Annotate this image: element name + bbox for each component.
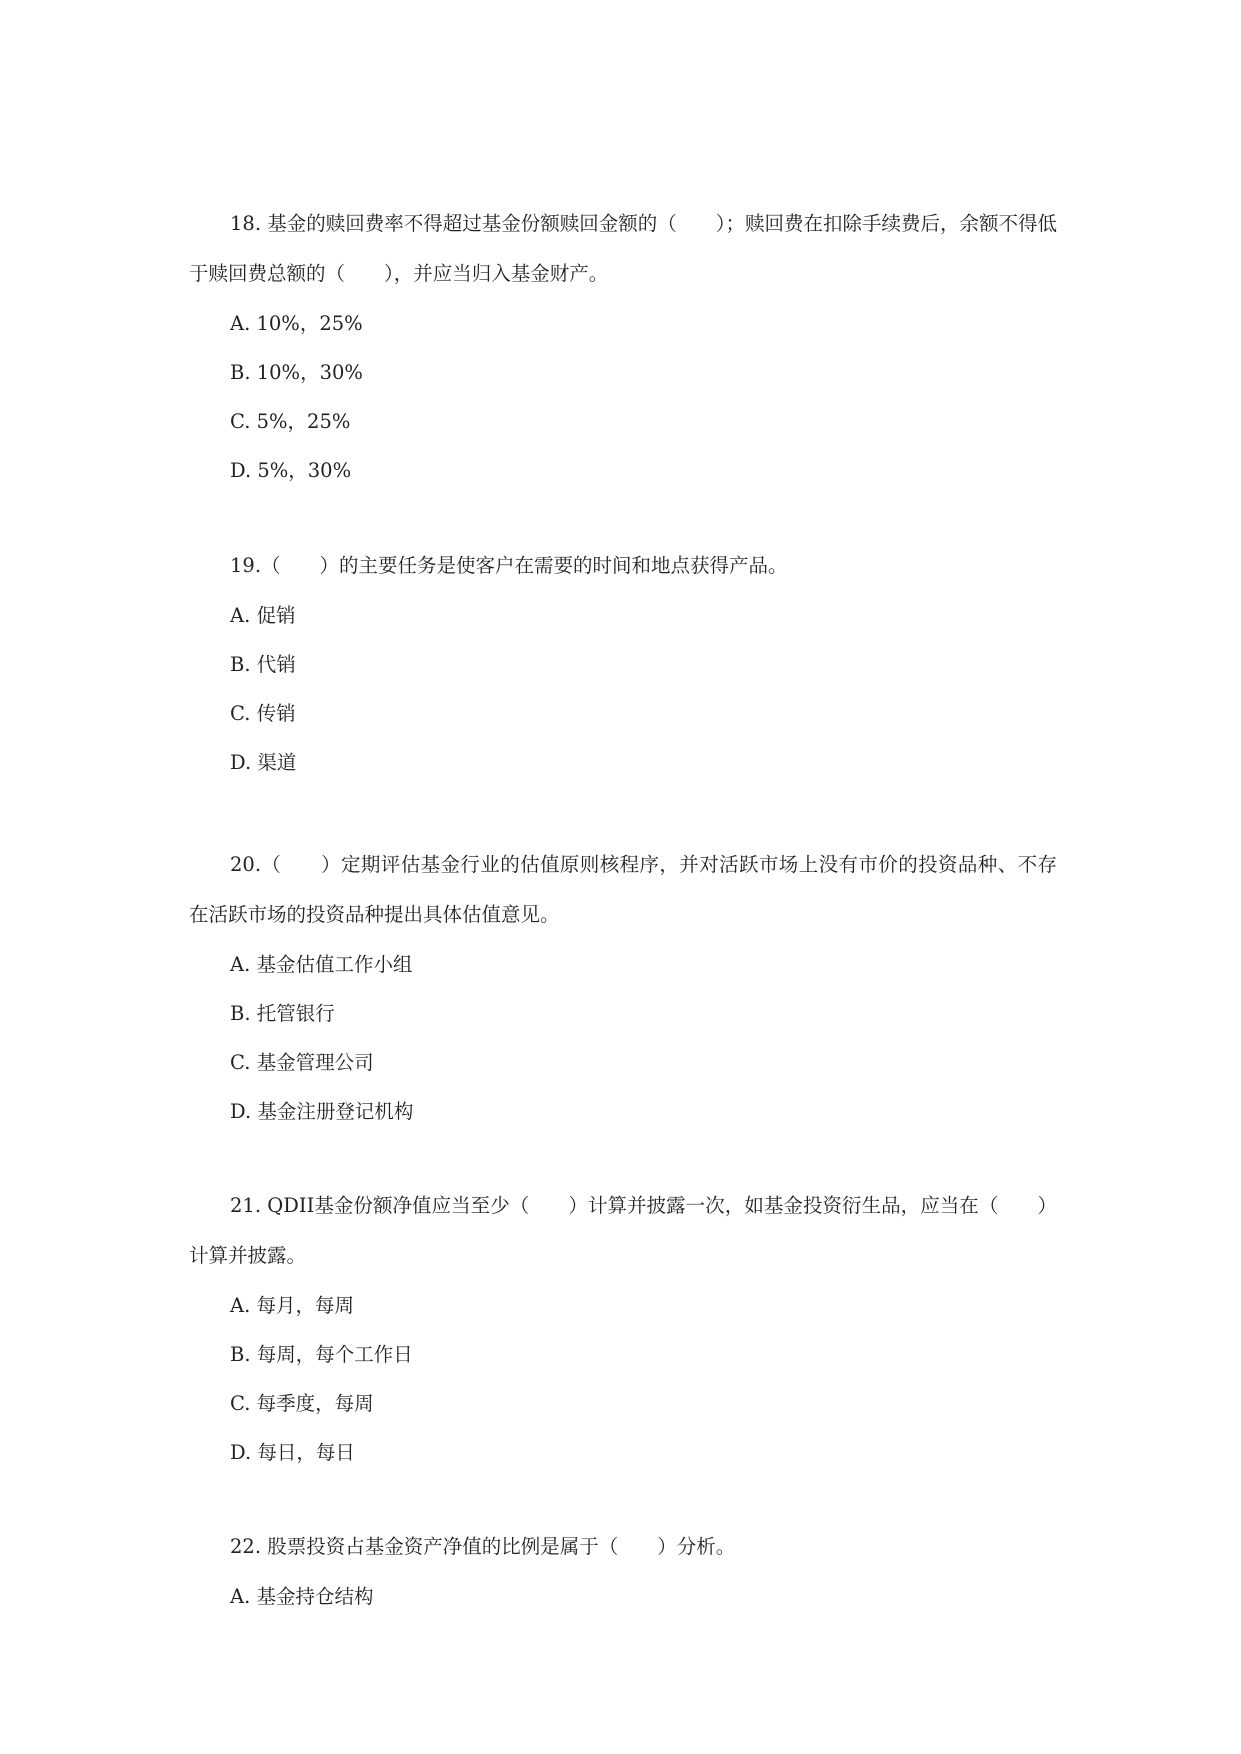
option-list: [189, 591, 1057, 787]
option-list: [189, 1281, 1057, 1477]
option-d: D. 基金注册登记机构: [230, 1100, 414, 1123]
question-20: [189, 840, 1057, 1136]
option-c: C. 每季度，每周: [230, 1392, 374, 1415]
question-stem: 22. 股票投资占基金资产净值的比例是属于（ ）分析。: [230, 1535, 736, 1558]
option-b: B. 10%，30%: [230, 361, 363, 384]
question-18: [189, 199, 1057, 495]
option-a: A. 基金估值工作小组: [230, 953, 413, 976]
option-a: A. 基金持仓结构: [230, 1585, 374, 1608]
option-a: A. 每月，每周: [230, 1294, 354, 1317]
question-22: [189, 1522, 1057, 1621]
question-19: [189, 541, 1057, 787]
option-a: A. 促销: [230, 604, 296, 627]
question-stem: 19.（ ）的主要任务是使客户在需要的时间和地点获得产品。: [230, 554, 788, 577]
option-a: A. 10%，25%: [230, 312, 363, 335]
question-21: [189, 1181, 1057, 1477]
option-c: C. 基金管理公司: [230, 1051, 374, 1074]
option-b: B. 每周，每个工作日: [230, 1343, 413, 1366]
question-stem: 18. 基金的赎回费率不得超过基金份额赎回金额的（ ）；赎回费在扣除手续费后，余额不得低于赎回费总额的（ ），并应当归入基金财产。: [189, 212, 1057, 285]
option-d: D. 每日，每日: [230, 1441, 355, 1464]
option-c: C. 传销: [230, 702, 296, 725]
option-c: C. 5%，25%: [230, 410, 351, 433]
option-d: D. 5%，30%: [230, 459, 352, 482]
option-list: [189, 1572, 1057, 1621]
option-b: B. 代销: [230, 653, 296, 676]
option-list: [189, 940, 1057, 1136]
option-b: B. 托管银行: [230, 1002, 335, 1025]
option-list: [189, 299, 1057, 495]
question-stem: 21. QDII基金份额净值应当至少（ ）计算并披露一次，如基金投资衍生品，应当在（ ）计算并披露。: [189, 1194, 1057, 1267]
option-d: D. 渠道: [230, 751, 297, 774]
question-stem: 20.（ ）定期评估基金行业的估值原则核程序，并对活跃市场上没有市价的投资品种、不存在活跃市场的投资品种提出具体估值意见。: [189, 853, 1057, 926]
